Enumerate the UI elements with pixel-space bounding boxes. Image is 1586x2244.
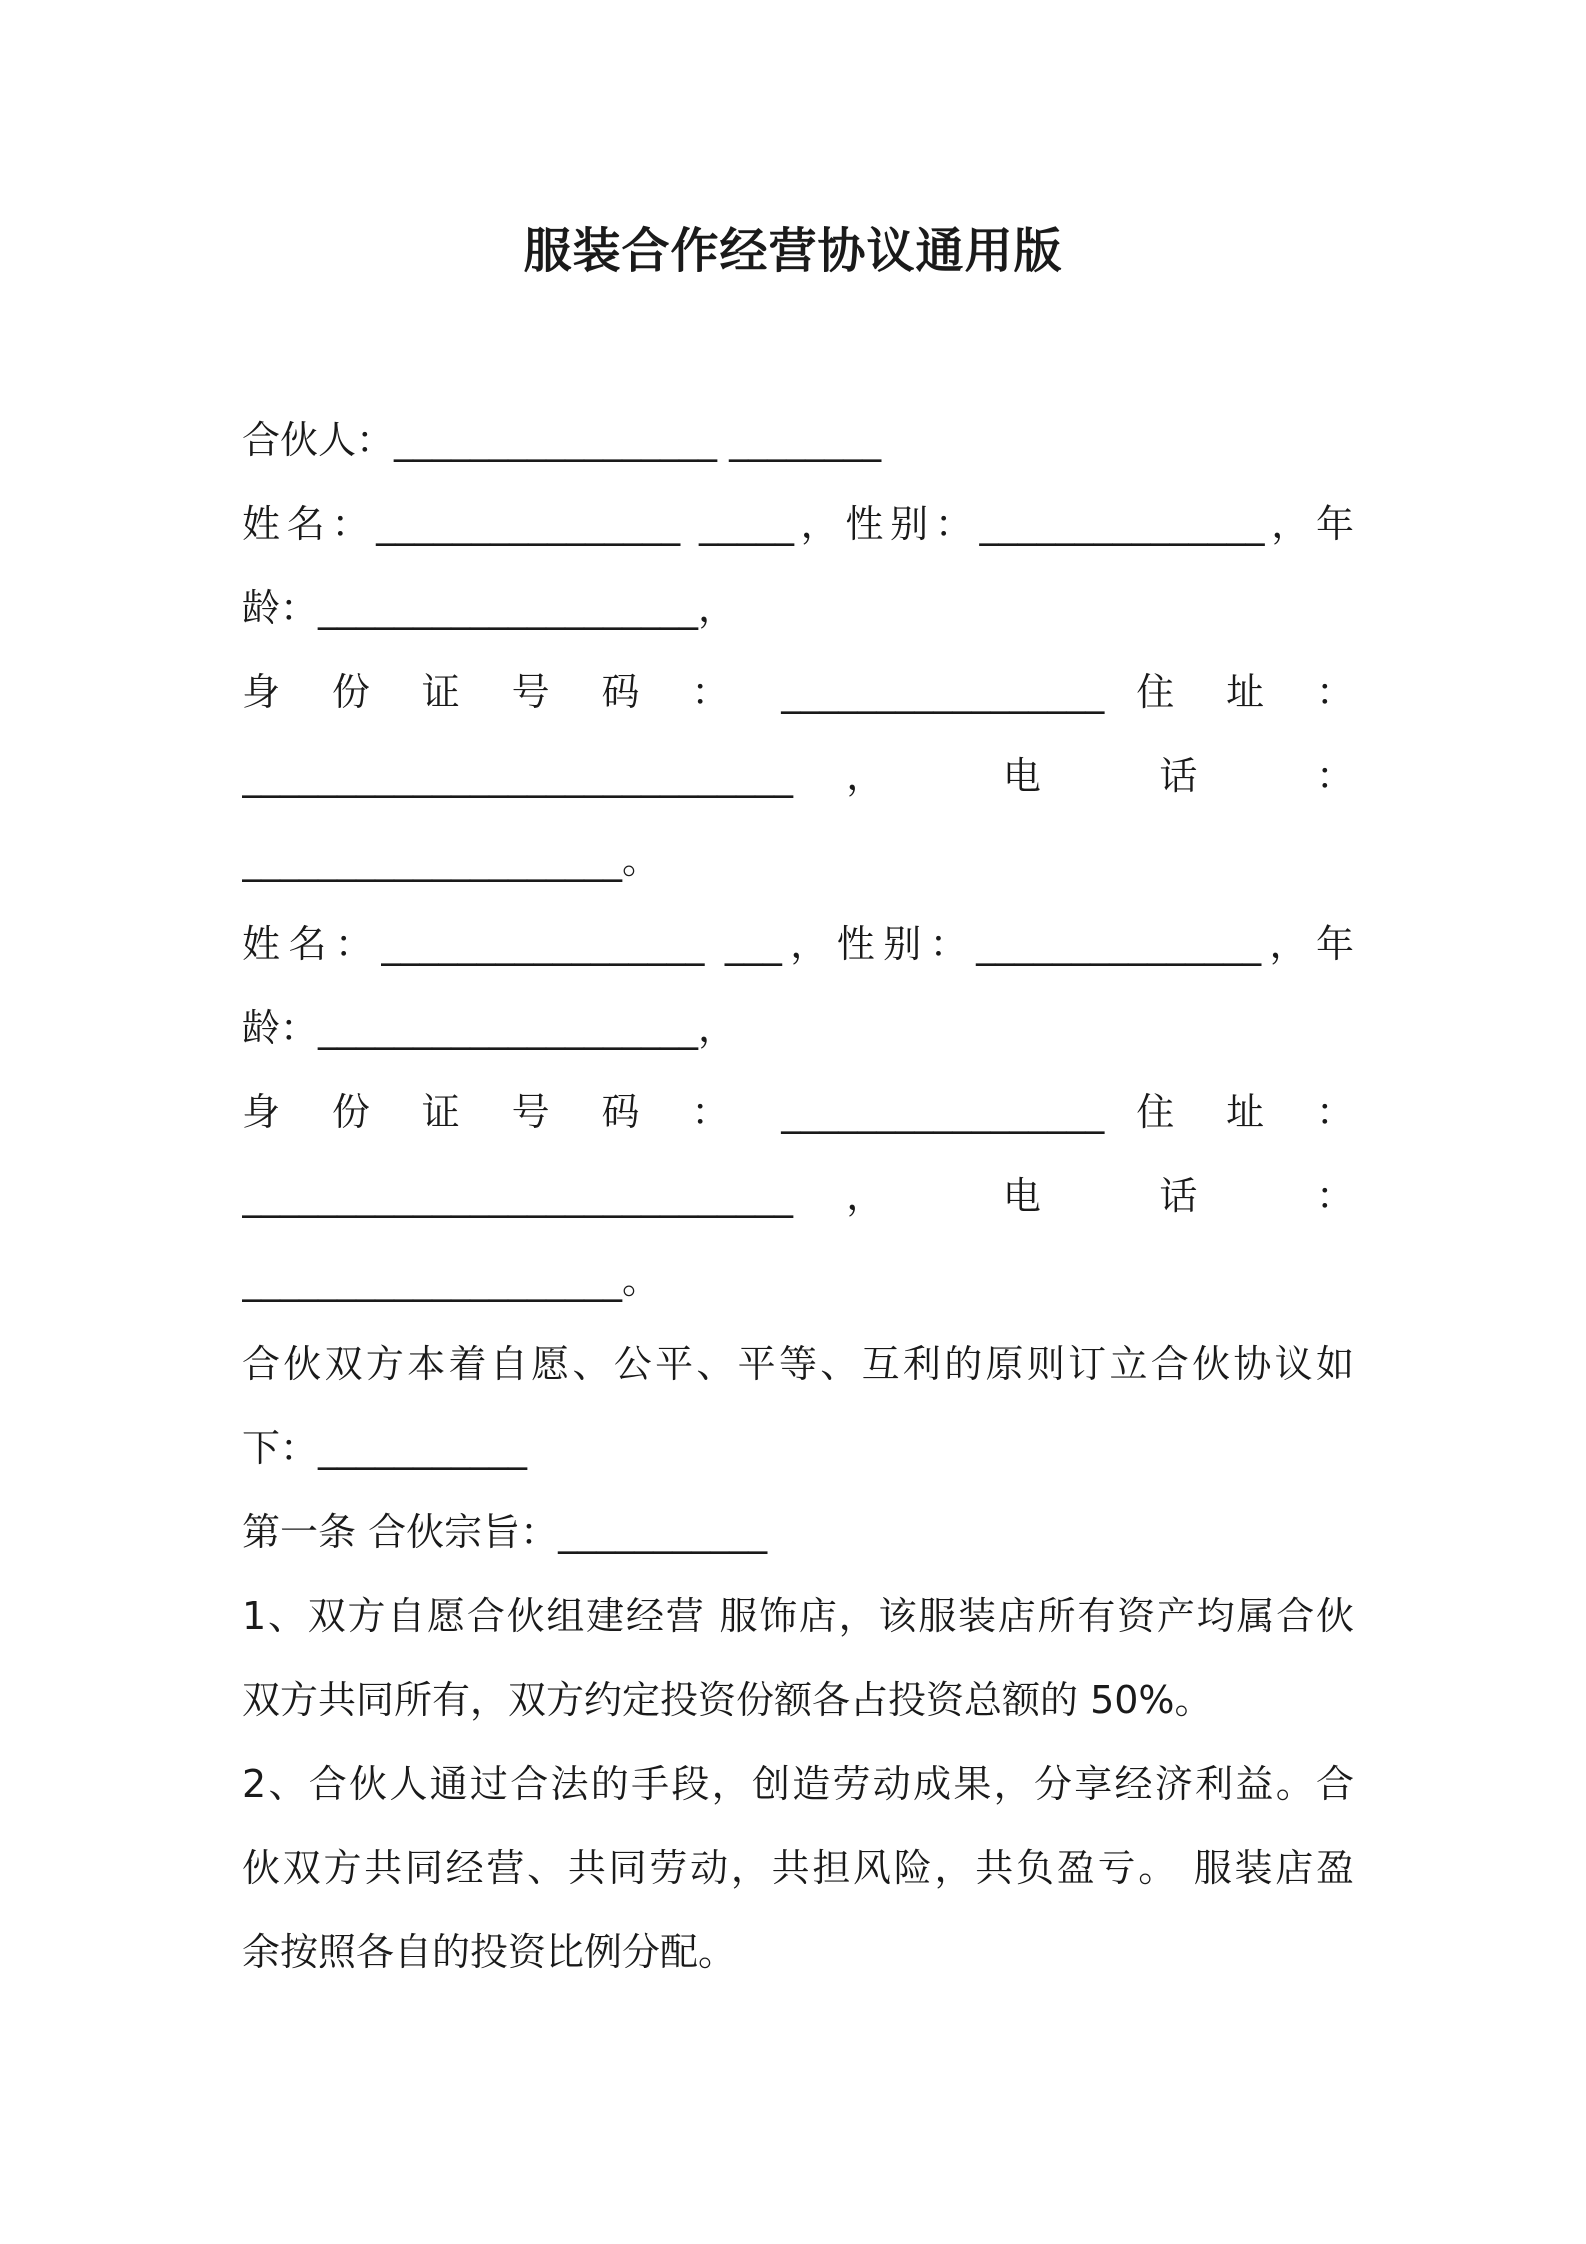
document-title: 服装合作经营协议通用版 — [523, 223, 1063, 279]
document-body — [242, 398, 1354, 1994]
clause-1-line-1: 1、双方自愿合伙组建经营 服饰店，该服装店所有资产均属合伙 — [242, 1594, 1354, 1638]
partner1-phone-line: ____________________。 — [242, 838, 661, 882]
partner1-age-line: 龄：____________________， — [242, 586, 737, 630]
partner2-age-line: 龄：____________________， — [242, 1006, 737, 1050]
partner2-id-address-line: 身 份 证 号 码 ： _________________ 住 址 ： — [242, 1090, 1354, 1134]
clause-2-line-2: 伙双方共同经营、共同劳动，共担风险，共负盈亏。 服装店盈 — [242, 1846, 1354, 1890]
partner1-name-gender-line: 姓名：________________ _____，性别：_______________，年 — [242, 502, 1354, 546]
partner1-address-phone-line: _____________________________， 电 话 ： — [242, 754, 1354, 798]
partner1-id-address-line: 身 份 证 号 码 ： _________________ 住 址 ： — [242, 670, 1354, 714]
agreement-intro-line: 合伙双方本着自愿、公平、平等、互利的原则订立合伙协议如 — [242, 1342, 1354, 1386]
article-one-heading: 第一条 合伙宗旨：___________ — [242, 1510, 768, 1554]
partner2-address-phone-line: _____________________________， 电 话 ： — [242, 1174, 1354, 1218]
clause-1-line-2: 双方共同所有，双方约定投资份额各占投资总额的 50%。 — [242, 1678, 1213, 1722]
partner2-phone-line: ____________________。 — [242, 1258, 661, 1302]
clause-2-line-3: 余按照各自的投资比例分配。 — [242, 1930, 737, 1974]
partner2-name-gender-line: 姓名：_________________ ___，性别：_______________，年 — [242, 922, 1354, 966]
clause-2-line-1: 2、合伙人通过合法的手段，创造劳动成果，分享经济利益。合 — [242, 1762, 1354, 1806]
agreement-intro-line-end: 下：___________ — [242, 1426, 528, 1470]
partner-line: 合伙人：_________________ ________ — [242, 418, 882, 462]
